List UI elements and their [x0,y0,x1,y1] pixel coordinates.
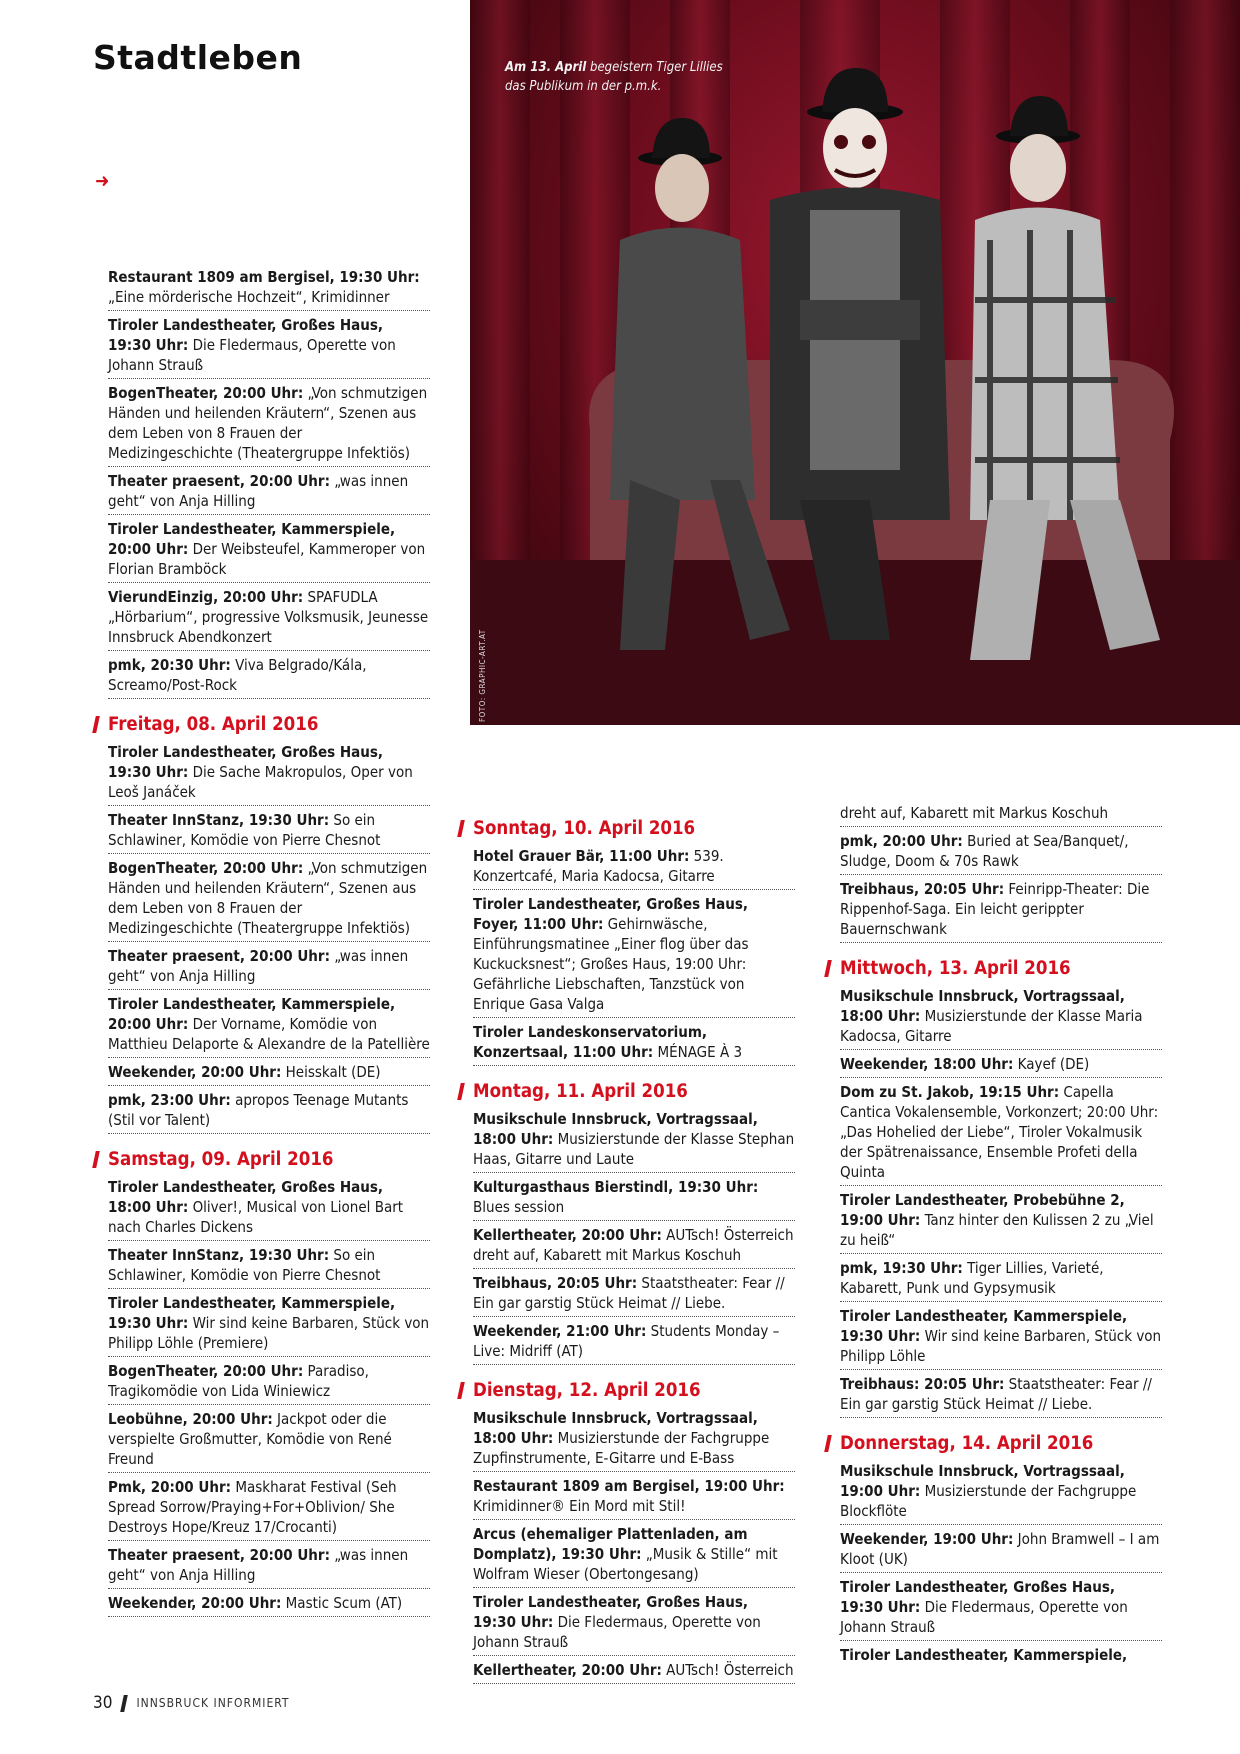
event-description: „Von schmutzigen Händen und heilenden Kräutern“, Szenen aus dem Leben von 8 Frauen der Medizingeschichte (Theatergruppe Infektiös) [108,859,428,937]
event-entry [108,1593,430,1617]
event-entry [108,946,430,990]
event-entry [840,1258,1162,1302]
event-venue-time: Treibhaus, 20:05 Uhr: [473,1274,638,1292]
event-venue-time: Tiroler Landestheater, Kammerspiele, 19:30 Uhr: [840,1307,1128,1345]
event-description: Die Fledermaus, Operette von Johann Strauß [473,1613,761,1651]
event-description: Die Sache Makropulos, Oper von Leoš Janáček [108,763,413,801]
event-entry [473,1321,795,1365]
photo-caption [505,58,735,96]
event-entry [108,1545,430,1589]
event-entry [108,315,430,379]
event-entry [108,1477,430,1541]
event-description: Mastic Scum (AT) [281,1594,403,1612]
event-description: So ein Schlawiner, Komödie von Pierre Chesnot [108,1246,381,1284]
event-venue-time: pmk, 23:00 Uhr: [108,1091,231,1109]
event-entry [473,1022,795,1066]
event-description: Kayef (DE) [1013,1055,1090,1073]
event-continuation: Tiroler Landestheater, Kammerspiele, [840,1646,1128,1664]
event-description: MÉNAGE À 3 [653,1043,743,1061]
event-entry [840,1577,1162,1641]
day-heading: Mittwoch, 13. April 2016 [840,957,1162,981]
page-number: 30 [93,1693,113,1713]
event-venue-time: Theater praesent, 20:00 Uhr: [108,1546,330,1564]
event-venue-time: VierundEinzig, 20:00 Uhr: [108,588,304,606]
event-venue-time: Pmk, 20:00 Uhr: [108,1478,232,1496]
event-entry [840,1374,1162,1418]
event-entry [473,1524,795,1588]
caption-date: Am 13. April [505,60,587,75]
event-description: Paradiso, Tragikomödie von Lida Winiewicz [108,1362,369,1400]
arrow-right-icon: ➜ [95,170,110,192]
event-entry [473,1177,795,1221]
event-description: John Bramwell – I am Kloot (UK) [840,1530,1160,1568]
publication-name: INNSBRUCK INFORMIERT [136,1696,290,1710]
event-entry [108,742,430,806]
footer-slash-icon [121,1695,129,1712]
event-entry [108,655,430,699]
event-venue-time: Tiroler Landestheater, Probebühne 2, 19:00 Uhr: [840,1191,1125,1229]
event-entry [108,519,430,583]
event-description: Blues session [473,1198,565,1216]
event-entry [473,1408,795,1472]
event-description: Students Monday – Live: Midriff (AT) [473,1322,780,1360]
event-entry [840,1054,1162,1078]
event-venue-time: Musikschule Innsbruck, Vortragssaal, 18:00 Uhr: [840,987,1125,1025]
event-entry [108,383,430,467]
event-venue-time: pmk, 20:30 Uhr: [108,656,231,674]
event-entry [108,810,430,854]
event-venue-time: Dom zu St. Jakob, 19:15 Uhr: [840,1083,1060,1101]
event-description: Heisskalt (DE) [281,1063,381,1081]
event-entry [108,1293,430,1357]
event-description: AUTsch! Österreich [661,1661,794,1679]
event-description: Buried at Sea/Banquet/, Sludge, Doom & 70s Rawk [840,832,1129,870]
event-venue-time: Treibhaus, 20:05 Uhr: [840,880,1005,898]
event-column-2 [473,803,795,1688]
event-entry [473,1109,795,1173]
event-description: SPAFUDLA „Hörbarium“, progressive Volksmusik, Jeunesse Innsbruck Abendkonzert [108,588,429,646]
event-description: Musizierstunde der Klasse Stephan Haas, Gitarre und Laute [473,1130,795,1168]
event-description: So ein Schlawiner, Komödie von Pierre Chesnot [108,811,381,849]
event-entry [108,471,430,515]
event-description: Wir sind keine Barbaren, Stück von Philipp Löhle [840,1327,1162,1365]
event-venue-time: Theater praesent, 20:00 Uhr: [108,472,330,490]
event-venue-time: Weekender, 20:00 Uhr: [108,1594,282,1612]
event-description: Capella Cantica Vokalensemble, Vorkonzert; 20:00 Uhr: „Das Hohelied der Liebe“, Tiroler Vokalmusik der Spätrenaissance, Ensemble Profeti della Quinta [840,1083,1159,1181]
day-heading: Sonntag, 10. April 2016 [473,817,795,841]
event-description: Tiger Lillies, Varieté, Kabarett, Punk und Gypsymusik [840,1259,1104,1297]
event-description: Musizierstunde der Klasse Maria Kadocsa, Gitarre [840,1007,1143,1045]
event-description: Der Weibsteufel, Kammeroper von Florian Bramböck [108,540,426,578]
event-venue-time: Leobühne, 20:00 Uhr: [108,1410,273,1428]
event-venue-time: BogenTheater, 20:00 Uhr: [108,384,304,402]
event-venue-time: Tiroler Landestheater, Großes Haus, 19:30 Uhr: [840,1578,1116,1616]
event-venue-time: Musikschule Innsbruck, Vortragssaal, 18:00 Uhr: [473,1110,758,1148]
event-entry [840,1306,1162,1370]
day-heading: Donnerstag, 14. April 2016 [840,1432,1162,1456]
event-venue-time: Hotel Grauer Bär, 11:00 Uhr: [473,847,690,865]
event-description: Gehirnwäsche, Einführungsmatinee „Einer flog über das Kuckucksnest“; Großes Haus, 19:00 Uhr: Gefährliche Liebschaften, Tanzstück von Enrique Gasa Valga [473,915,749,1013]
event-venue-time: pmk, 20:00 Uhr: [840,832,963,850]
event-description: Tanz hinter den Kulissen 2 zu „Viel zu heiß“ [840,1211,1154,1249]
event-entry [473,894,795,1018]
event-description: „Von schmutzigen Händen und heilenden Kräutern“, Szenen aus dem Leben von 8 Frauen der Medizingeschichte (Theatergruppe Infektiös) [108,384,428,462]
event-venue-time: Treibhaus: 20:05 Uhr: [840,1375,1005,1393]
event-venue-time: Tiroler Landestheater, Kammerspiele, 20:00 Uhr: [108,995,396,1033]
event-venue-time: Tiroler Landestheater, Großes Haus, 19:30 Uhr: [108,743,384,781]
event-description: „was innen geht“ von Anja Hilling [108,947,409,985]
event-venue-time: Tiroler Landestheater, Großes Haus, 19:30 Uhr: [473,1593,749,1631]
event-description: „was innen geht“ von Anja Hilling [108,472,409,510]
event-description: „Eine mörderische Hochzeit“, Krimidinner [108,288,390,306]
event-description: Oliver!, Musical von Lionel Bart nach Charles Dickens [108,1198,404,1236]
event-venue-time: Kulturgasthaus Bierstindl, 19:30 Uhr: [473,1178,759,1196]
event-column-3 [840,803,1162,1672]
event-description: apropos Teenage Mutants (Stil vor Talent) [108,1091,409,1129]
event-venue-time: Tiroler Landestheater, Großes Haus, Foyer, 11:00 Uhr: [473,895,749,933]
event-venue-time: Weekender, 21:00 Uhr: [473,1322,647,1340]
event-description: „Musik & Stille“ mit Wolfram Wieser (Obertongesang) [473,1545,778,1583]
event-venue-time: Theater InnStanz, 19:30 Uhr: [108,1246,330,1264]
event-entry [840,1461,1162,1525]
event-entry [473,1592,795,1656]
event-description: Staatstheater: Fear // Ein gar garstig Stück Heimat // Liebe. [473,1274,785,1312]
event-venue-time: BogenTheater, 20:00 Uhr: [108,1362,304,1380]
day-heading: Montag, 11. April 2016 [473,1080,795,1104]
event-column-1 [108,267,430,1621]
event-description: AUTsch! Österreich dreht auf, Kabarett mit Markus Koschuh [473,1226,794,1264]
event-entry [840,1082,1162,1186]
event-entry [473,1273,795,1317]
event-venue-time: pmk, 19:30 Uhr: [840,1259,963,1277]
event-entry [473,846,795,890]
event-venue-time: Tiroler Landestheater, Kammerspiele, 20:00 Uhr: [108,520,396,558]
event-entry [108,994,430,1058]
event-description: Der Vorname, Komödie von Matthieu Delaporte & Alexandre de la Patellière [108,1015,430,1053]
event-venue-time: Tiroler Landeskonservatorium, Konzertsaal, 11:00 Uhr: [473,1023,708,1061]
event-continuation: dreht auf, Kabarett mit Markus Koschuh [840,803,1162,827]
event-entry [473,1476,795,1520]
event-description: Die Fledermaus, Operette von Johann Strauß [108,336,396,374]
performers-illustration [470,0,1240,725]
event-entry [108,858,430,942]
event-entry [108,587,430,651]
event-venue-time: Kellertheater, 20:00 Uhr: [473,1226,662,1244]
event-entry [840,1190,1162,1254]
event-entry [108,1090,430,1134]
event-entry [473,1225,795,1269]
event-venue-time: Restaurant 1809 am Bergisel, 19:00 Uhr: [473,1477,785,1495]
caption-text: begeistern Tiger Lillies das Publikum in der p.m.k. [505,60,723,94]
event-description: Feinripp-Theater: Die Rippenhof-Saga. Ein leicht gerippter Bauernschwank [840,880,1150,938]
event-venue-time: Theater praesent, 20:00 Uhr: [108,947,330,965]
event-venue-time: Weekender, 18:00 Uhr: [840,1055,1014,1073]
page-title: Stadtleben [93,38,303,77]
event-entry [840,1529,1162,1573]
day-heading: Freitag, 08. April 2016 [108,713,430,737]
event-entry [473,1660,795,1684]
event-venue-time: Tiroler Landestheater, Großes Haus, 18:00 Uhr: [108,1178,384,1216]
event-venue-time: Restaurant 1809 am Bergisel, 19:30 Uhr: [108,268,420,286]
day-heading: Samstag, 09. April 2016 [108,1148,430,1172]
event-description: Staatstheater: Fear // Ein gar garstig Stück Heimat // Liebe. [840,1375,1152,1413]
event-venue-time: Tiroler Landestheater, Großes Haus, 19:30 Uhr: [108,316,384,354]
event-venue-time: Musikschule Innsbruck, Vortragssaal, 19:00 Uhr: [840,1462,1125,1500]
event-entry [108,1409,430,1473]
event-venue-time: Arcus (ehemaliger Plattenladen, am Domplatz), 19:30 Uhr: [473,1525,748,1563]
event-description: Musizierstunde der Fachgruppe Zupfinstrumente, E-Gitarre und E-Bass [473,1429,770,1467]
event-venue-time: Theater InnStanz, 19:30 Uhr: [108,811,330,829]
event-entry [108,1062,430,1086]
event-description: Jackpot oder die verspielte Großmutter, Komödie von René Freund [108,1410,392,1468]
event-venue-time: Tiroler Landestheater, Kammerspiele, 19:30 Uhr: [108,1294,396,1332]
event-entry [108,1177,430,1241]
event-description: „was innen geht“ von Anja Hilling [108,1546,409,1584]
event-description: Wir sind keine Barbaren, Stück von Philipp Löhle (Premiere) [108,1314,430,1352]
event-description: Krimidinner® Ein Mord mit Stil! [473,1497,686,1515]
event-entry [108,1361,430,1405]
event-description: Die Fledermaus, Operette von Johann Strauß [840,1598,1128,1636]
hero-photo [470,0,1240,725]
event-entry [840,879,1162,943]
day-heading: Dienstag, 12. April 2016 [473,1379,795,1403]
event-description: Musizierstunde der Fachgruppe Blockflöte [840,1482,1137,1520]
event-entry [108,267,430,311]
event-venue-time: BogenTheater, 20:00 Uhr: [108,859,304,877]
event-description: Maskharat Festival (Seh Spread Sorrow/Praying+For+Oblivion/ She Destroys Hope/Kreuz 17/Crocanti) [108,1478,397,1536]
event-venue-time: Weekender, 20:00 Uhr: [108,1063,282,1081]
event-venue-time: Weekender, 19:00 Uhr: [840,1530,1014,1548]
event-venue-time: Musikschule Innsbruck, Vortragssaal, 18:00 Uhr: [473,1409,758,1447]
event-description: Viva Belgrado/Kála, Screamo/Post-Rock [108,656,367,694]
event-description: 539. Konzertcafé, Maria Kadocsa, Gitarre [473,847,724,885]
event-entry [108,1245,430,1289]
photo-credit: FOTO: GRAPHIC-ART.AT [478,629,487,722]
event-entry [840,986,1162,1050]
event-venue-time: Kellertheater, 20:00 Uhr: [473,1661,662,1679]
event-entry [840,831,1162,875]
page-footer [93,1693,290,1713]
